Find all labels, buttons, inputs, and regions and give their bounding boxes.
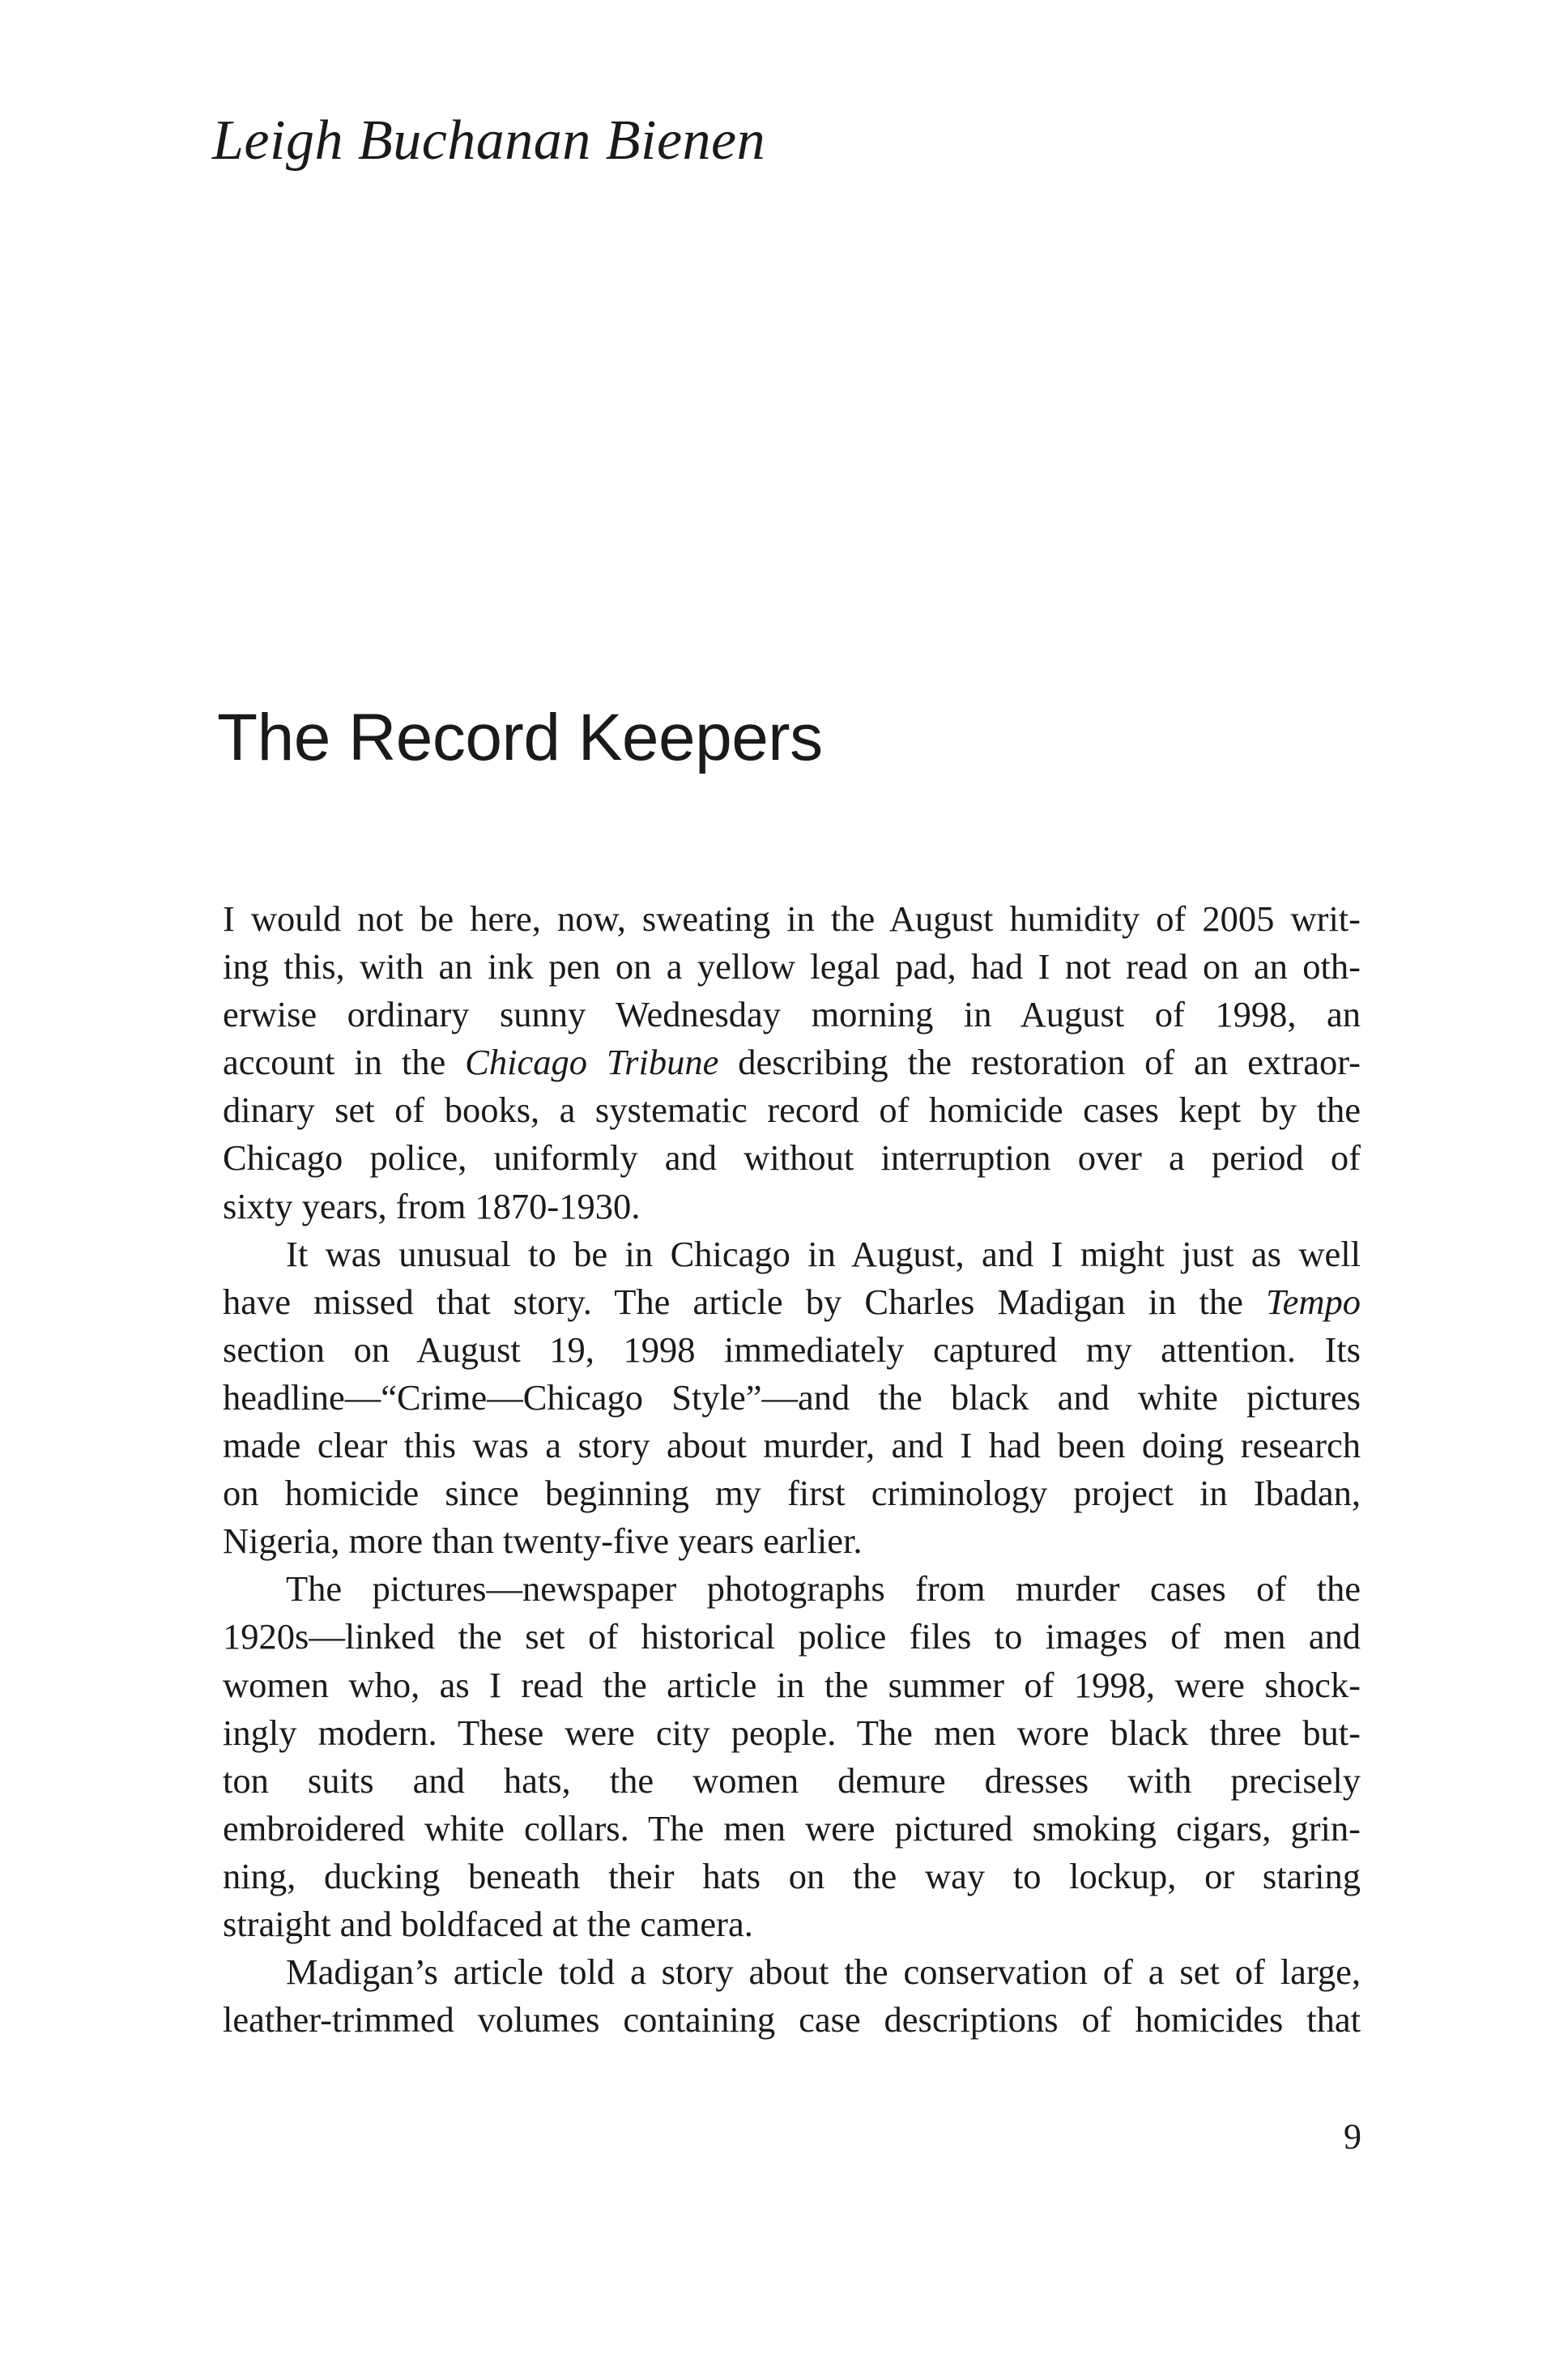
page-number: 9 — [1344, 2117, 1361, 2156]
text-line: ing this, with an ink pen on a yellow legal pad, had I not read on an oth- — [223, 946, 1361, 987]
text-line: made clear this was a story about murder, and I had been doing research — [223, 1425, 1361, 1466]
text-line: embroidered white collars. The men were pictured smoking cigars, grin- — [223, 1807, 1361, 1849]
text-line: section on August 19, 1998 immediately captured my attention. Its — [223, 1329, 1361, 1370]
text-line: on homicide since beginning my first criminology project in Ibadan, — [223, 1473, 1361, 1514]
text-run: account in the — [223, 1042, 466, 1083]
text-line: straight and boldfaced at the camera. — [223, 1903, 753, 1944]
text-line: women who, as I read the article in the summer of 1998, were shock- — [223, 1664, 1361, 1705]
paragraph-2 — [223, 1230, 1361, 1566]
chapter-title: The Record Keepers — [217, 701, 823, 774]
text-line: I would not be here, now, sweating in the August humidity of 2005 writ- — [223, 898, 1361, 939]
text-line: dinary set of books, a systematic record of homicide cases kept by the — [223, 1090, 1361, 1131]
text-line: 1920s—linked the set of historical police files to images of men and — [223, 1616, 1361, 1657]
running-head-author: Leigh Buchanan Bienen — [212, 109, 766, 172]
text-line: Chicago police, uniformly and without interruption over a period of — [223, 1137, 1361, 1179]
newspaper-title: Chicago Tribune — [465, 1042, 719, 1083]
text-line: The pictures—newspaper photographs from murder cases of the — [286, 1568, 1361, 1610]
text-line: leather-trimmed volumes containing case descriptions of homicides that — [223, 1999, 1361, 2041]
text-line: Madigan’s article told a story about the conservation of a set of large, — [286, 1951, 1361, 1993]
paragraph-4 — [223, 1948, 1361, 2044]
text-line: ning, ducking beneath their hats on the way to lockup, or staring — [223, 1855, 1361, 1896]
text-line: erwise ordinary sunny Wednesday morning in August of 1998, an — [223, 994, 1361, 1035]
text-run: describing the restoration of an extraor- — [718, 1042, 1361, 1083]
body-text — [223, 895, 1361, 2044]
text-line: Nigeria, more than twenty-five years earlier. — [223, 1520, 863, 1562]
text-line: It was unusual to be in Chicago in August, and I might just as well — [286, 1233, 1361, 1274]
section-title: Tempo — [1265, 1281, 1361, 1322]
text-line: sixty years, from 1870-1930. — [223, 1185, 641, 1226]
text-line: ton suits and hats, the women demure dresses with precisely — [223, 1759, 1361, 1801]
paragraph-3 — [223, 1565, 1361, 1948]
text-line: ingly modern. These were city people. The men wore black three but- — [223, 1712, 1361, 1753]
text-line: headline—“Crime—Chicago Style”—and the black and white pictures — [223, 1376, 1361, 1418]
paragraph-1 — [223, 895, 1361, 1230]
text-line — [223, 1278, 1361, 1326]
text-run: have missed that story. The article by Charles Madigan in the — [223, 1281, 1266, 1322]
text-line — [223, 1038, 1361, 1086]
